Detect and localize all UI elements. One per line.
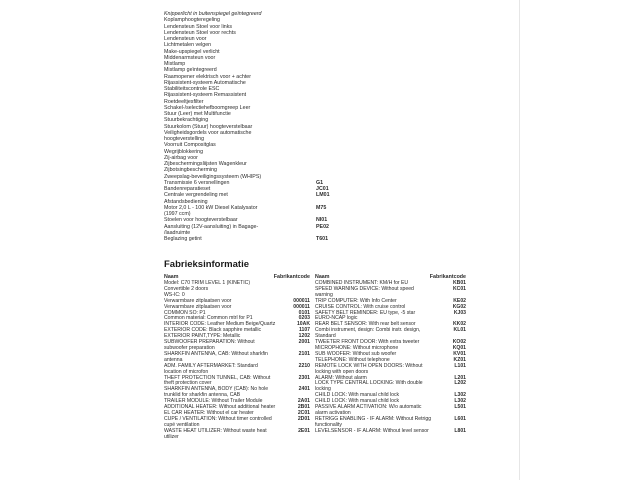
option-text: Schakel-/selectiehefboomgreep Leer bbox=[164, 104, 251, 111]
factory-code: KO02 bbox=[452, 339, 466, 346]
factory-text: CRUISE CONTROL: With cruise control bbox=[315, 303, 406, 310]
factory-code: 2401 bbox=[298, 386, 310, 393]
option-text: Zijbotsingbescherming bbox=[164, 167, 217, 174]
factory-code: 1202 bbox=[298, 333, 310, 340]
option-text: Bandenreparatieset bbox=[164, 186, 211, 192]
factory-code: 2B01 bbox=[297, 404, 310, 411]
factory-code: 10AK bbox=[296, 321, 310, 328]
option-text: Stuur (Leer) met Multifunctie bbox=[164, 111, 231, 117]
factory-code: L302 bbox=[454, 398, 466, 405]
factory-code: L801 bbox=[454, 427, 466, 434]
option-text: Zweepslag-beveiligingssysteem (WHIPS) bbox=[164, 173, 262, 180]
option-row bbox=[164, 236, 334, 242]
factory-text: TELEPHONE: Without telephone bbox=[315, 356, 390, 363]
section-title: Fabrieksinformatie bbox=[164, 259, 249, 270]
factory-text: Model: C70 TRIM LEVEL 1 (KINETIC) bbox=[164, 280, 251, 286]
option-text: Zijbeschermingsliijsten Wagenkleur bbox=[164, 161, 247, 167]
factory-code: L101 bbox=[454, 362, 466, 369]
option-text: Wegrijblokkering bbox=[164, 148, 204, 155]
factory-code: KJ03 bbox=[453, 309, 466, 316]
factory-text: SUB WOOFER: Without sub woofer bbox=[315, 350, 397, 357]
option-text: Mistlamp geïntegreerd bbox=[164, 67, 217, 74]
factory-column-right bbox=[315, 274, 466, 435]
factory-text: WASTE HEAT UTILIZER: Without waste heat utilizer bbox=[164, 427, 267, 440]
factory-row bbox=[315, 429, 466, 435]
option-text: Make-upspiegel verlicht bbox=[164, 48, 220, 55]
factory-text: SHARKFIN ANTENNA, CAB: Without sharkfin antenna bbox=[164, 350, 268, 363]
header-code: Fabrikantcode bbox=[429, 274, 466, 280]
factory-text: INTERIOR CODE: Leather Medium Beige/Quartz bbox=[164, 321, 276, 328]
factory-code: KC01 bbox=[452, 285, 466, 292]
factory-code: L501 bbox=[454, 404, 466, 411]
option-code: G1 bbox=[316, 179, 324, 186]
option-text: hoogteverstelling bbox=[164, 136, 205, 142]
option-text: Lendensteun Stoel voor links bbox=[164, 23, 233, 30]
option-text: Aansluiting (12V-aansluiting) in Bagage- bbox=[164, 223, 259, 230]
factory-text: WS-IC: 0 bbox=[164, 291, 185, 298]
factory-text: Combi instrument, design: Combi instr. design, Standard bbox=[315, 327, 421, 340]
factory-code: KE02 bbox=[453, 297, 466, 304]
factory-code: KV01 bbox=[453, 350, 466, 357]
factory-column-left bbox=[164, 274, 310, 440]
factory-text: EXTERIOR PAINT,TYPE: Metallic bbox=[164, 333, 241, 340]
factory-text: Common material: Common mtrl for P1 bbox=[164, 315, 253, 322]
page-edge-divider bbox=[519, 0, 520, 480]
factory-code: KG02 bbox=[452, 303, 466, 310]
factory-code: KB01 bbox=[452, 280, 466, 286]
factory-text: ADM. FAMILY AFTERMARKET: Standard location of microfon bbox=[164, 362, 258, 375]
factory-code: KK02 bbox=[452, 321, 466, 328]
option-text: Mistlamp bbox=[164, 61, 186, 67]
factory-text: THEFT PROTECTION TUNNEL, CAB: Without theft protection cover bbox=[164, 374, 271, 387]
option-code: M75 bbox=[316, 204, 327, 211]
option-text: Motor 2,0 L - 100 kW Diesel Katalysator bbox=[164, 204, 258, 211]
factory-code: 2D01 bbox=[297, 415, 310, 422]
factory-code: 2210 bbox=[298, 362, 310, 369]
factory-text: EXTERIOR CODE: Black sapphire metallic bbox=[164, 327, 262, 334]
factory-text: CHILD LOCK: With manual child lock bbox=[315, 392, 400, 399]
factory-text: REAR BELT SENSOR: With rear belt sensor bbox=[315, 321, 416, 328]
factory-code: 0101 bbox=[298, 309, 310, 316]
factory-code: KQ01 bbox=[452, 344, 466, 351]
option-text: Voorruit Compositglas bbox=[164, 142, 216, 149]
factory-text: Verwarmbare zitplaatsen voor bbox=[164, 303, 232, 310]
factory-code: 2101 bbox=[298, 350, 310, 357]
header-name: Naam bbox=[164, 274, 179, 280]
factory-text: SPEED WARNING DEVICE: Without speed warning bbox=[315, 285, 414, 298]
option-text: Centrale vergrendeling met bbox=[164, 192, 228, 199]
factory-text: TRAILER MODULE: Without Trailer Module bbox=[164, 398, 263, 405]
option-text: Roetdeeltjesfilter bbox=[164, 98, 204, 105]
option-text: Raamopener elektrisch voor + achter bbox=[164, 73, 252, 80]
factory-text: CUPE / VENTILATION: Without timer controlled cupé ventilation bbox=[164, 415, 272, 428]
factory-code: 2301 bbox=[298, 374, 310, 381]
header-name: Naam bbox=[315, 274, 330, 280]
option-text: Stuurbekrachtiging bbox=[164, 117, 209, 124]
header-code: Fabrikantcode bbox=[273, 274, 310, 280]
factory-text: CHILD LOCK: With manual child lock bbox=[315, 398, 400, 405]
factory-rows-left bbox=[164, 281, 310, 440]
factory-code: L601 bbox=[454, 415, 466, 422]
factory-text: LEVELSENSOR - IF ALARM: Without level sensor bbox=[315, 427, 429, 434]
options-list bbox=[164, 11, 334, 242]
factory-code: L302 bbox=[454, 392, 466, 399]
factory-code: 0203 bbox=[298, 315, 310, 322]
option-text: Lichtmetalen velgen bbox=[164, 42, 212, 49]
factory-text: Convertible 2 doors bbox=[164, 285, 209, 292]
option-text: Stoelen voor hoogteverstelbaar bbox=[164, 217, 238, 224]
option-code: T601 bbox=[316, 236, 329, 242]
option-text: (1997 ccm) bbox=[164, 211, 191, 217]
factory-code: 2C01 bbox=[297, 409, 310, 416]
factory-code: L202 bbox=[454, 380, 466, 387]
option-text: Afstandsbediening bbox=[164, 198, 208, 205]
factory-text: EL CAR HEATER: Without el car heater bbox=[164, 409, 254, 416]
option-text: Zij-airbag voor bbox=[164, 154, 198, 161]
factory-text: SAFETY BELT REMINDER: EU type, -5 star EURO-NCAP logic bbox=[315, 309, 416, 322]
factory-code: 2001 bbox=[298, 339, 310, 346]
factory-text: ADDITIONAL HEATER: Without additional heater bbox=[164, 404, 276, 411]
option-text: /laadruimte bbox=[164, 229, 191, 236]
factory-text: REMOTE LOCK WITH OPEN DOORS: Without locking with open doors bbox=[315, 362, 423, 375]
factory-text: SHARKFIN ANTENNA, BODY (CAB): No hole trunklid for sharkfin antenna, CAB bbox=[164, 386, 269, 399]
factory-code: 1107 bbox=[298, 327, 310, 334]
factory-text: PASSIVE ALARM ACTIVATION: W/o automatic alarm activation bbox=[315, 404, 422, 416]
option-text: Veiligheidsgordels voor automatische bbox=[164, 129, 252, 136]
option-text: Knipperlicht in buitenspiegel geïntegreerd bbox=[164, 11, 262, 17]
factory-text: RETRIGG ENABLING - IF ALARM: Without Retrigg functionality bbox=[315, 415, 432, 428]
factory-text: MICROPHONE: Without microphone bbox=[315, 344, 399, 351]
factory-text: SUBWOOFER PREPARATION: Without subwoofer preparation bbox=[164, 339, 255, 351]
option-text: Stuurkolom (Stuur) hoogteverstelbaar bbox=[164, 123, 253, 130]
option-text: Transmissie 6 versnellingen bbox=[164, 179, 230, 186]
option-code: LM01 bbox=[316, 192, 330, 199]
factory-text: COMMON SO: P1 bbox=[164, 309, 206, 316]
factory-rows-right bbox=[315, 281, 466, 435]
option-text: Lendensteun voor bbox=[164, 36, 207, 42]
option-text: Middenarmsteun voor bbox=[164, 54, 216, 61]
factory-text: COMBINED INSTRUMENT: KM/H for EU bbox=[315, 280, 409, 286]
factory-code: 000011 bbox=[293, 303, 310, 310]
option-text: Beglazing getint bbox=[164, 236, 202, 242]
option-text: Koplamphoogteregeling bbox=[164, 17, 220, 24]
factory-text: LOCK TYPE CENTRAL LOCKING: With double locking bbox=[315, 380, 423, 393]
factory-text: Verwarmbare zitplaatsen voor bbox=[164, 297, 232, 304]
factory-code: 000011 bbox=[293, 297, 310, 304]
factory-code: 2A01 bbox=[297, 398, 310, 405]
option-text: Lendensteun Stoel voor rechts bbox=[164, 29, 236, 36]
option-code: NI01 bbox=[316, 217, 328, 224]
factory-code: 2E01 bbox=[298, 427, 310, 434]
factory-code: L201 bbox=[454, 374, 466, 381]
factory-text: TWEETER FRONT DOOR: With extra tweeter bbox=[315, 339, 420, 346]
factory-code: KZ01 bbox=[453, 356, 466, 363]
factory-row bbox=[164, 429, 310, 441]
option-text: Rijassistent-systeem Remassistent bbox=[164, 92, 247, 99]
factory-code: KL01 bbox=[453, 327, 466, 334]
option-code: PE02 bbox=[316, 223, 329, 230]
factory-text: TRIP COMPUTER: With Info Center bbox=[315, 297, 397, 304]
factory-text: ALARM: Without alarm bbox=[315, 374, 367, 381]
option-text: Rijassistent-systeem Automatische bbox=[164, 79, 246, 86]
option-code: JC01 bbox=[316, 186, 329, 192]
option-text: Stabiliteitscontrole ESC bbox=[164, 86, 220, 92]
